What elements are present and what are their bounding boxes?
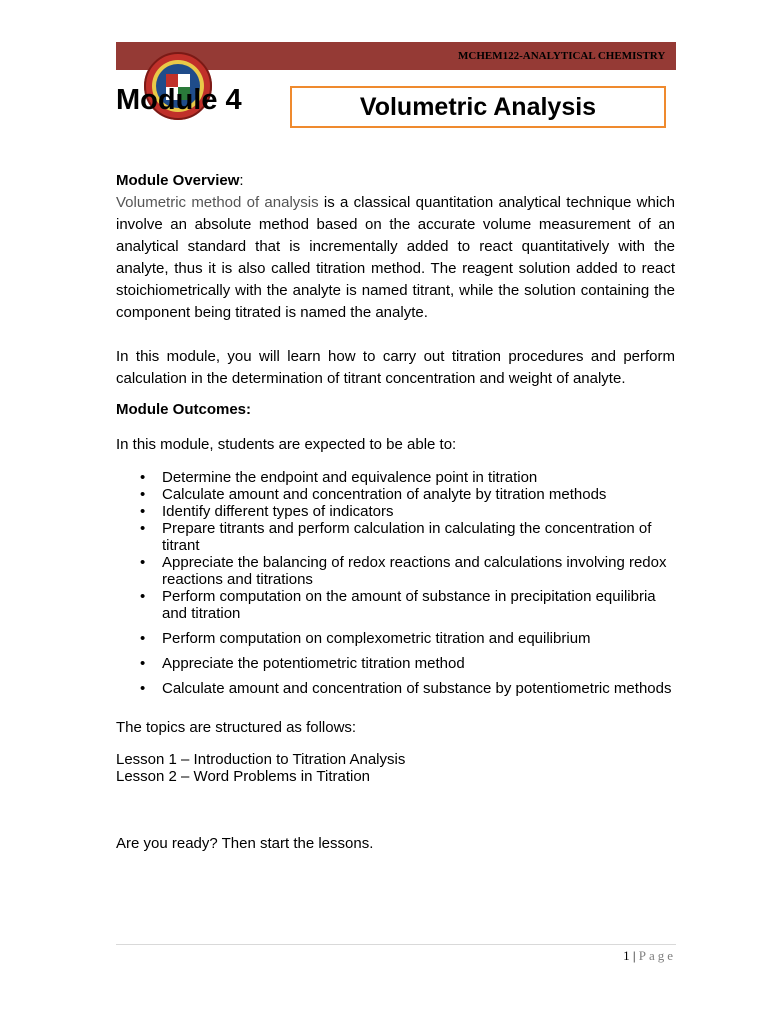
bullet-icon: • [140,554,146,571]
overview-paragraph-2: In this module, you will learn how to carry out titration procedures and perform calculation in the determination of titrant concentration and weight of analyte. [116,348,675,387]
outcomes-heading: Module Outcomes: [116,401,252,418]
list-item: • Appreciate the balancing of redox reactions and calculations involving redox reactions and titrations [140,554,667,588]
list-item: • Determine the endpoint and equivalence point in titration [140,469,538,486]
bullet-icon: • [140,680,146,697]
bullet-icon: • [140,588,146,605]
list-item: • Appreciate the potentiometric titration method [140,655,465,672]
lesson-item: Lesson 1 – Introduction to Titration Analysis [116,751,406,768]
overview-heading-line [116,170,675,192]
bullet-icon: • [140,520,146,537]
lesson-item: Lesson 2 – Word Problems in Titration [116,768,371,785]
overview-heading-suffix: : [239,172,244,189]
closing-text: Are you ready? Then start the lessons. [116,835,374,852]
overview-paragraph [116,192,675,324]
list-item: • Calculate amount and concentration of substance by potentiometric methods [140,680,672,697]
bullet-icon: • [140,655,146,672]
bullet-icon: • [140,486,146,503]
page-word: Page [638,948,676,963]
overview-term: Volumetric method of analysis [116,194,319,211]
list-item: • Perform computation on complexometric titration and equilibrium [140,630,591,647]
outcomes-intro: In this module, students are expected to be able to: [116,436,457,453]
bullet-icon: • [140,469,146,486]
bullet-icon: • [140,630,146,647]
list-item: • Perform computation on the amount of substance in precipitation equilibria and titration [140,588,656,622]
page-number: 1 [623,948,630,963]
list-item: • Calculate amount and concentration of analyte by titration methods [140,486,607,503]
page-separator: | [629,948,639,963]
page-footer [623,948,676,964]
outcomes-list [116,469,675,697]
overview-paragraph-text: is a classical quantitation analytical technique which involve an absolute method based on the accurate volume measurement of an analytical standard that is incrementally added to react quantitatively with the analyte, thus it is also called titration method. The reagent solution added to react stoichiometrically with the analyte is named titrant, while the solution containing the component being titrated is named the analyte. [116,194,675,321]
module-number: Module 4 [116,84,242,116]
list-item: • Prepare titrants and perform calculation in calculating the concentration of titrant [140,520,652,554]
footer-divider [116,944,676,945]
list-item: • Identify different types of indicators [140,503,394,520]
module-title: Volumetric Analysis [359,92,597,121]
course-code: MCHEM122-ANALYTICAL CHEMISTRY [458,50,666,62]
bullet-icon: • [140,503,146,520]
module-title-box [290,86,666,128]
overview-heading: Module Overview [116,172,240,189]
main-content [116,170,675,855]
topics-intro: The topics are structured as follows: [116,719,357,736]
